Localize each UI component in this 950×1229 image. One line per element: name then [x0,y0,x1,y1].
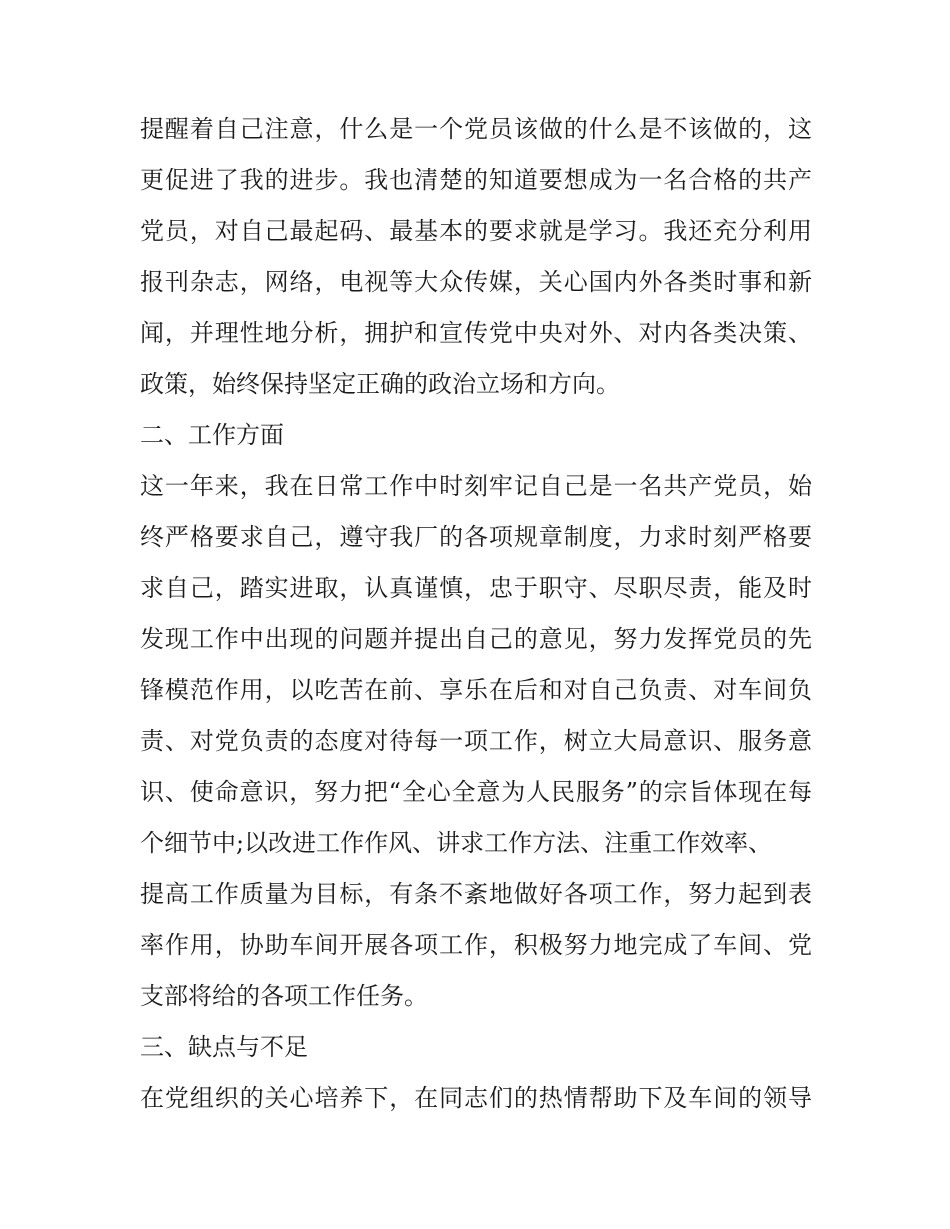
text-line: 这一年来，我在日常工作中时刻牢记自己是一名共产党员，始 [140,472,812,500]
text-line: 锋模范作用，以吃苦在前、享乐在后和对自己负责、对车间负 [140,676,812,704]
text-line: 提醒着自己注意，什么是一个党员该做的什么是不该做的，这 [140,115,812,143]
text-line: 闻，并理性地分析，拥护和宣传党中央对外、对内各类决策、 [140,319,812,347]
section-heading: 三、缺点与不足 [140,1033,308,1061]
text-line: 政策，始终保持坚定正确的政治立场和方向。 [140,370,620,398]
text-line: 更促进了我的进步。我也清楚的知道要想成为一名合格的共产 [140,166,812,194]
text-line: 求自己，踏实进取，认真谨慎，忠于职守、尽职尽责，能及时 [140,574,812,602]
text-line: 个细节中;以改进工作作风、讲求工作方法、注重工作效率、 [140,829,773,857]
text-line: 识、使命意识，努力把“全心全意为人民服务”的宗旨体现在每 [140,778,812,806]
text-line: 提高工作质量为目标，有条不紊地做好各项工作，努力起到表 [140,880,812,908]
text-line: 发现工作中出现的问题并提出自己的意见，努力发挥党员的先 [140,625,812,653]
text-line: 终严格要求自己，遵守我厂的各项规章制度，力求时刻严格要 [140,523,812,551]
section-heading: 二、工作方面 [140,421,284,449]
text-line: 党员，对自己最起码、最基本的要求就是学习。我还充分利用 [140,217,812,245]
text-line: 率作用，协助车间开展各项工作，积极努力地完成了车间、党 [140,931,812,959]
body-text [140,104,812,1124]
text-line: 在党组织的关心培养下，在同志们的热情帮助下及车间的领导 [140,1084,812,1112]
text-line: 支部将给的各项工作任务。 [140,982,428,1010]
text-line: 责、对党负责的态度对待每一项工作，树立大局意识、服务意 [140,727,812,755]
text-line: 报刊杂志，网络，电视等大众传媒，关心国内外各类时事和新 [140,268,812,296]
